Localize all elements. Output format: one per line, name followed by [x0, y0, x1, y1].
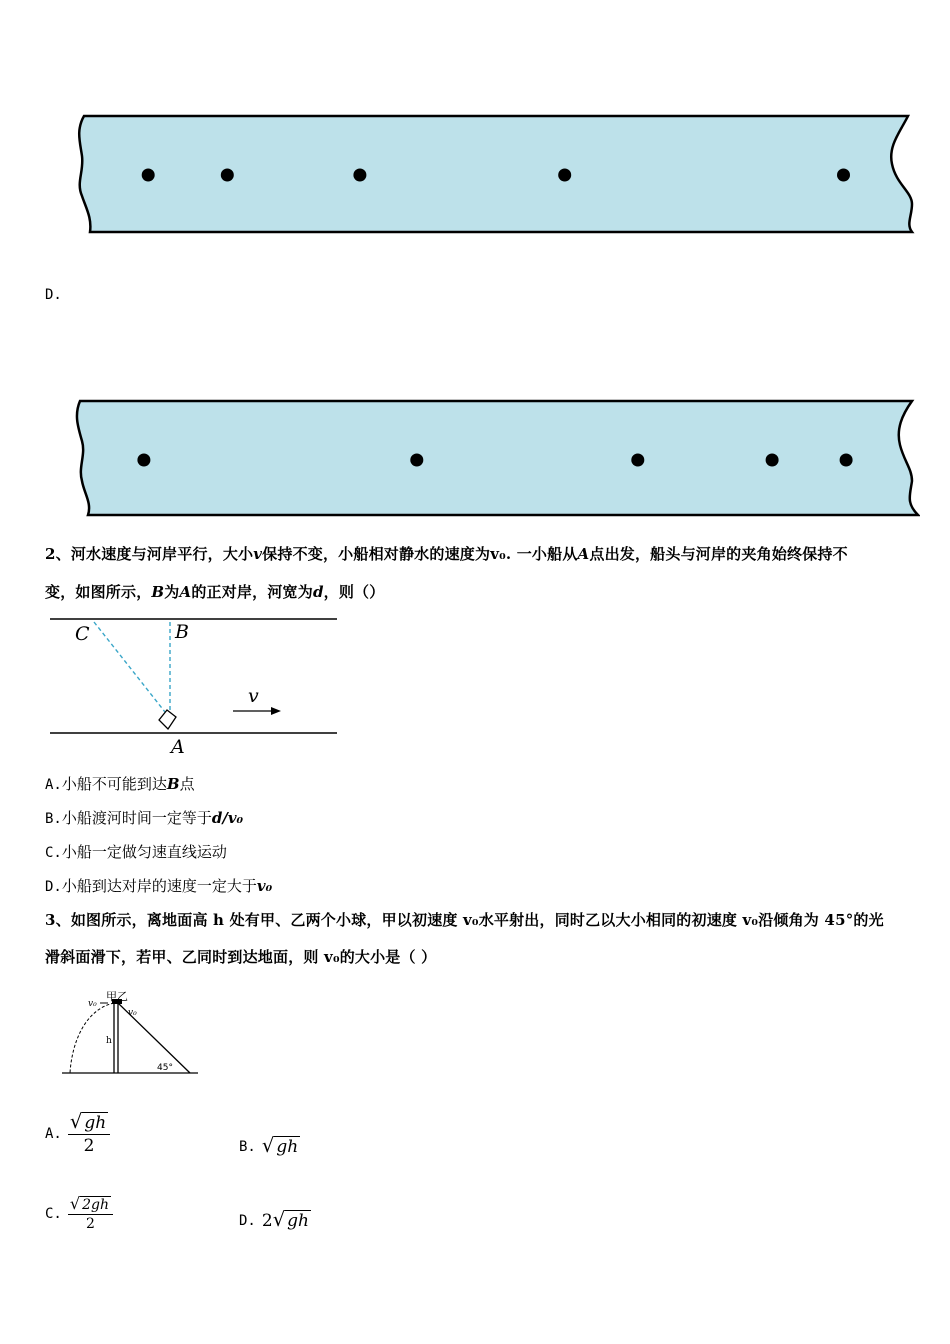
q3-option-c[interactable]: [45, 1196, 113, 1232]
q2-text-2d: ，则（）: [323, 583, 385, 601]
q3-option-a[interactable]: [45, 1112, 110, 1156]
river-figure-d: [70, 397, 920, 521]
river-c-dot-1: [142, 169, 155, 182]
river-c-dot-5: [837, 169, 850, 182]
q3-incline-figure: [62, 985, 202, 1085]
q2-v-arrowhead: [271, 707, 281, 715]
q2-text-2b: 为: [164, 583, 180, 601]
q3-option-b-rad: gh: [276, 1137, 299, 1157]
q3-option-b-sqrt: √ gh: [261, 1134, 299, 1157]
option-d-label: D.: [45, 287, 62, 303]
q2-text-2a: 变，如图所示，: [45, 583, 152, 601]
q2-v: v: [253, 545, 263, 563]
q3-line-1: 3、如图所示，离地面高 h 处有甲、乙两个小球，甲以初速度 v₀水平射出，同时乙以大小相同的初速度 v₀沿倾角为 45°的光: [45, 911, 884, 929]
q2-text-1d: 点出发，船头与河岸的夹角始终保持不: [589, 545, 848, 563]
river-d-dot-4: [766, 454, 779, 467]
q2-dashed-ac: [94, 622, 165, 712]
q3-option-b[interactable]: [239, 1136, 300, 1157]
river-figure-c: [70, 112, 920, 236]
q3-option-a-frac: √ gh 2: [68, 1112, 110, 1156]
q3-option-d-label: D.: [239, 1212, 256, 1229]
q2-line-1: [45, 543, 848, 564]
river-c-dot-2: [221, 169, 234, 182]
q2-A2: A: [179, 583, 192, 601]
q2-option-c-text: 小船一定做匀速直线运动: [61, 843, 227, 861]
q3-label-h: h: [106, 1036, 112, 1046]
q2-option-a-em: B: [166, 775, 180, 793]
q2-text-2c: 的正对岸，河宽为: [191, 583, 313, 601]
q3-option-c-den: 2: [85, 1216, 95, 1232]
q3-option-c-frac: √ 2gh 2: [68, 1196, 113, 1232]
q3-label-jiayi: 甲乙: [106, 990, 128, 1003]
q3-label-v0-left: v₀: [88, 999, 97, 1009]
q2-option-d[interactable]: [45, 875, 272, 896]
q2-option-a-label: A.: [45, 777, 62, 793]
river-d-dot-1: [137, 454, 150, 467]
river-d-dot-5: [840, 454, 853, 467]
q2-A: A: [577, 545, 590, 563]
q2-option-a-tail: 点: [179, 775, 195, 793]
q2-option-a-text: 小船不可能到达: [61, 775, 167, 793]
q3-option-a-den: 2: [83, 1136, 95, 1156]
q2-option-d-em: v₀: [256, 877, 273, 895]
river-d-body: [77, 401, 918, 515]
q3-label-angle: 45°: [157, 1063, 173, 1073]
q2-label-a: A: [171, 736, 185, 758]
q2-option-c[interactable]: [45, 841, 227, 862]
q3-line-2: 滑斜面滑下，若甲、乙同时到达地面，则 v₀的大小是（ ）: [45, 948, 437, 966]
q3-option-d[interactable]: [239, 1210, 311, 1231]
q3-option-b-label: B.: [239, 1138, 256, 1155]
q3-option-d-sqrt: √ gh: [272, 1208, 309, 1231]
q2-option-b-em: d/v₀: [211, 809, 244, 827]
q2-option-a[interactable]: [45, 773, 195, 794]
q2-B: B: [151, 583, 165, 601]
q2-line-2: [45, 581, 384, 602]
river-c-svg: [70, 112, 920, 236]
river-c-dot-3: [353, 169, 366, 182]
river-c-dot-4: [558, 169, 571, 182]
q2-option-b-label: B.: [45, 811, 62, 827]
q2-label-c: C: [75, 623, 90, 645]
q3-option-a-label: A.: [45, 1126, 62, 1142]
q2-d: d: [312, 583, 324, 601]
river-d-dot-3: [631, 454, 644, 467]
q2-text-1b: 保持不变，小船相对静水的速度为: [262, 545, 491, 563]
q3-option-d-coef: 2: [261, 1210, 273, 1231]
river-d-dot-2: [410, 454, 423, 467]
river-d-svg: [70, 397, 920, 521]
q3-option-a-num: gh: [84, 1113, 107, 1133]
q3-option-d-rad: gh: [287, 1211, 309, 1231]
q2-option-d-label: D.: [45, 879, 62, 895]
q2-option-d-text: 小船到达对岸的速度一定大于: [61, 877, 257, 895]
q2-boat-figure: [45, 612, 345, 762]
q2-text-1c: . 一小船从: [505, 545, 578, 563]
q3-label-v0-right: v₀: [128, 1008, 137, 1018]
q2-boat: [159, 710, 176, 729]
q2-label-b: B: [175, 621, 189, 643]
q3-option-c-label: C.: [45, 1206, 62, 1222]
q2-option-b-text: 小船渡河时间一定等于: [61, 809, 212, 827]
q2-label-v: v: [248, 685, 259, 707]
q2-option-b[interactable]: [45, 807, 243, 828]
q2-v0: v₀: [490, 545, 506, 563]
q2-option-c-label: C.: [45, 845, 62, 861]
q3-option-c-num: 2gh: [82, 1197, 110, 1213]
q2-text-1: 2、河水速度与河岸平行，大小: [45, 545, 254, 563]
river-c-body: [79, 116, 912, 232]
